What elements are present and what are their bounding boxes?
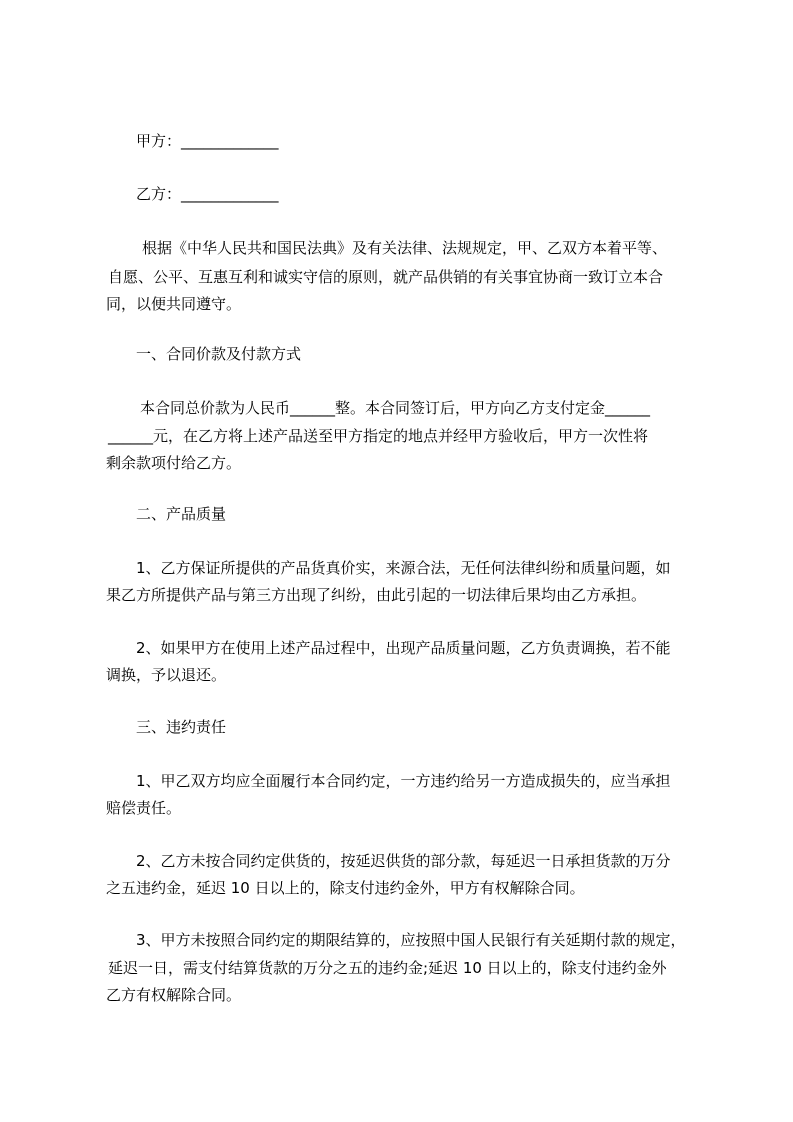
section-1-heading: 一、合同价款及付款方式 — [136, 345, 302, 363]
party-a-line: 甲方：_____________ — [136, 132, 279, 150]
intro-line-2: 自愿、公平、互惠互利和诚实守信的原则，就产品供销的有关事宜协商一致订立本合 — [108, 268, 664, 286]
section-3-item-2-line-1: 2、乙方未按合同约定供货的，按延迟供货的部分款，每延迟一日承担货款的万分 — [136, 852, 671, 870]
section-1-line-1: 本合同总价款为人民币______整。本合同签订后，甲方向乙方支付定金______ — [140, 399, 651, 417]
section-3-item-2-line-2: 之五违约金，延迟 10 日以上的，除支付违约金外，甲方有权解除合同。 — [106, 879, 585, 897]
intro-line-3: 同，以便共同遵守。 — [106, 295, 242, 313]
section-3-item-3-line-1: 3、甲方未按照合同约定的期限结算的，应按照中国人民银行有关延期付款的规定， — [136, 931, 686, 949]
section-2-heading: 二、产品质量 — [136, 505, 227, 523]
party-b-line: 乙方：_____________ — [136, 185, 279, 203]
section-2-item-2-line-1: 2、如果甲方在使用上述产品过程中，出现产品质量问题，乙方负责调换，若不能 — [136, 639, 671, 657]
section-3-heading: 三、违约责任 — [136, 718, 227, 736]
section-3-item-1-line-2: 赔偿责任。 — [106, 799, 182, 817]
section-2-item-1-line-1: 1、乙方保证所提供的产品货真价实，来源合法，无任何法律纠纷和质量问题，如 — [136, 559, 671, 577]
section-2-item-2-line-2: 调换，予以退还。 — [106, 666, 227, 684]
section-1-line-3: 剩余款项付给乙方。 — [106, 454, 242, 472]
section-3-item-3-line-3: 乙方有权解除合同。 — [106, 986, 242, 1004]
section-2-item-1-line-2: 果乙方所提供产品与第三方出现了纠纷，由此引起的一切法律后果均由乙方承担。 — [106, 586, 647, 604]
section-3-item-1-line-1: 1、甲乙双方均应全面履行本合同约定，一方违约给另一方造成损失的，应当承担 — [136, 772, 671, 790]
intro-line-1: 根据《中华人民共和国民法典》及有关法律、法规规定，甲、乙双方本着平等、 — [142, 239, 668, 257]
section-3-item-3-line-2: 延迟一日，需支付结算货款的万分之五的违约金;延迟 10 日以上的，除支付违约金外 — [108, 959, 667, 977]
section-1-line-2: ______元，在乙方将上述产品送至甲方指定的地点并经甲方验收后，甲方一次性将 — [108, 427, 649, 445]
